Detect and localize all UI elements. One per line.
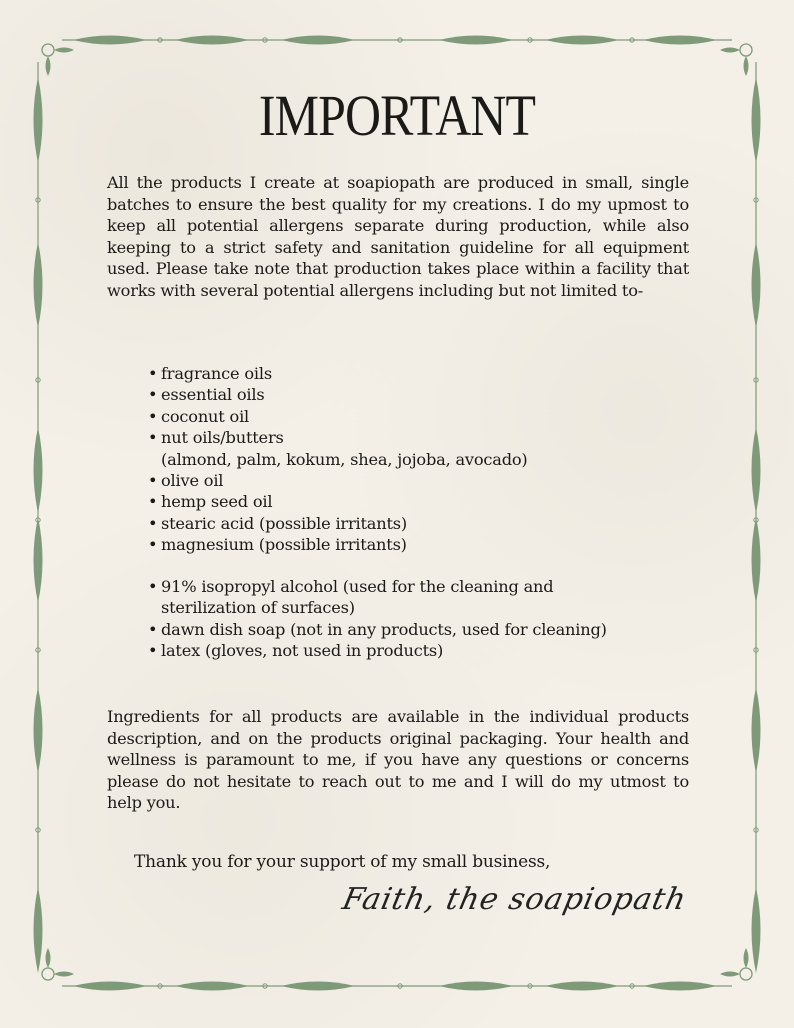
vine-leaf xyxy=(46,56,51,76)
intro-paragraph: All the products I create at soapiopath are produced in small, single batches to ensure the best quality for my creations. I do my upmost to keep all potential allergens separate during production, while also keeping to a strict safety and sanitation guideline for all equipment used. Please take note that production takes place within a facility that works with several potential allergens including but not limited to- xyxy=(107,173,689,300)
vine-leaf xyxy=(720,48,740,53)
list-item: • essential oils xyxy=(148,384,668,405)
vine-leaf xyxy=(34,517,43,603)
list-item: • dawn dish soap (not in any products, used for cleaning) xyxy=(148,619,668,640)
list-item: • stearic acid (possible irritants) xyxy=(148,513,668,534)
vine-leaf xyxy=(175,982,249,991)
signature: Faith, the soapiopath xyxy=(339,882,690,917)
corner-ornament xyxy=(42,44,54,56)
list-item: • hemp seed oil xyxy=(148,491,668,512)
vine-leaf xyxy=(752,687,761,773)
corner-ornament xyxy=(42,968,54,980)
vine-leaf xyxy=(752,427,761,513)
vine-leaf xyxy=(744,56,749,76)
list-item: • fragrance oils xyxy=(148,363,668,384)
vine-leaf xyxy=(281,982,355,991)
vine-leaf xyxy=(46,948,51,968)
list-item: • latex (gloves, not used in products) xyxy=(148,640,668,661)
vine-leaf xyxy=(752,242,761,328)
vine-leaf xyxy=(54,48,74,53)
list-item: • coconut oil xyxy=(148,406,668,427)
vine-leaf xyxy=(752,887,761,973)
vine-leaf xyxy=(643,982,717,991)
vine-leaf xyxy=(34,887,43,973)
corner-ornament xyxy=(740,968,752,980)
page-title: IMPORTANT xyxy=(258,83,536,148)
vine-leaf xyxy=(281,36,355,45)
vine-leaf xyxy=(720,972,740,977)
vine-leaf xyxy=(439,982,513,991)
list-item: • 91% isopropyl alcohol (used for the cleaning and sterilization of surfaces) xyxy=(148,576,668,619)
vine-leaf xyxy=(545,982,619,991)
vine-leaf xyxy=(752,517,761,603)
vine-leaf xyxy=(744,948,749,968)
allergen-list xyxy=(148,363,668,556)
closing-paragraph: Ingredients for all products are available in the individual products description, and on the products original packaging. Your health and wellness is paramount to me, if you have any questions or concerns please do not hesitate to reach out to me and I will do my utmost to help you. xyxy=(107,707,689,812)
vine-leaf xyxy=(73,982,147,991)
list-item-detail: sterilization of surfaces) xyxy=(161,598,355,618)
vine-leaf xyxy=(439,36,513,45)
list-item: • olive oil xyxy=(148,470,668,491)
vine-leaf xyxy=(643,36,717,45)
vine-leaf xyxy=(73,36,147,45)
vine-leaf xyxy=(34,427,43,513)
list-item: • nut oils/butters (almond, palm, kokum, shea, jojoba, avocado) xyxy=(148,427,668,470)
vine-leaf xyxy=(545,36,619,45)
corner-ornament xyxy=(740,44,752,56)
other-materials-list xyxy=(148,576,668,662)
thank-you-line: Thank you for your support of my small business, xyxy=(134,852,551,872)
vine-leaf xyxy=(175,36,249,45)
list-item: • magnesium (possible irritants) xyxy=(148,534,668,555)
vine-leaf xyxy=(34,687,43,773)
vine-leaf xyxy=(54,972,74,977)
vine-leaf xyxy=(752,77,761,163)
vine-leaf xyxy=(34,242,43,328)
list-item-detail: (almond, palm, kokum, shea, jojoba, avocado) xyxy=(161,449,528,469)
vine-leaf xyxy=(34,77,43,163)
